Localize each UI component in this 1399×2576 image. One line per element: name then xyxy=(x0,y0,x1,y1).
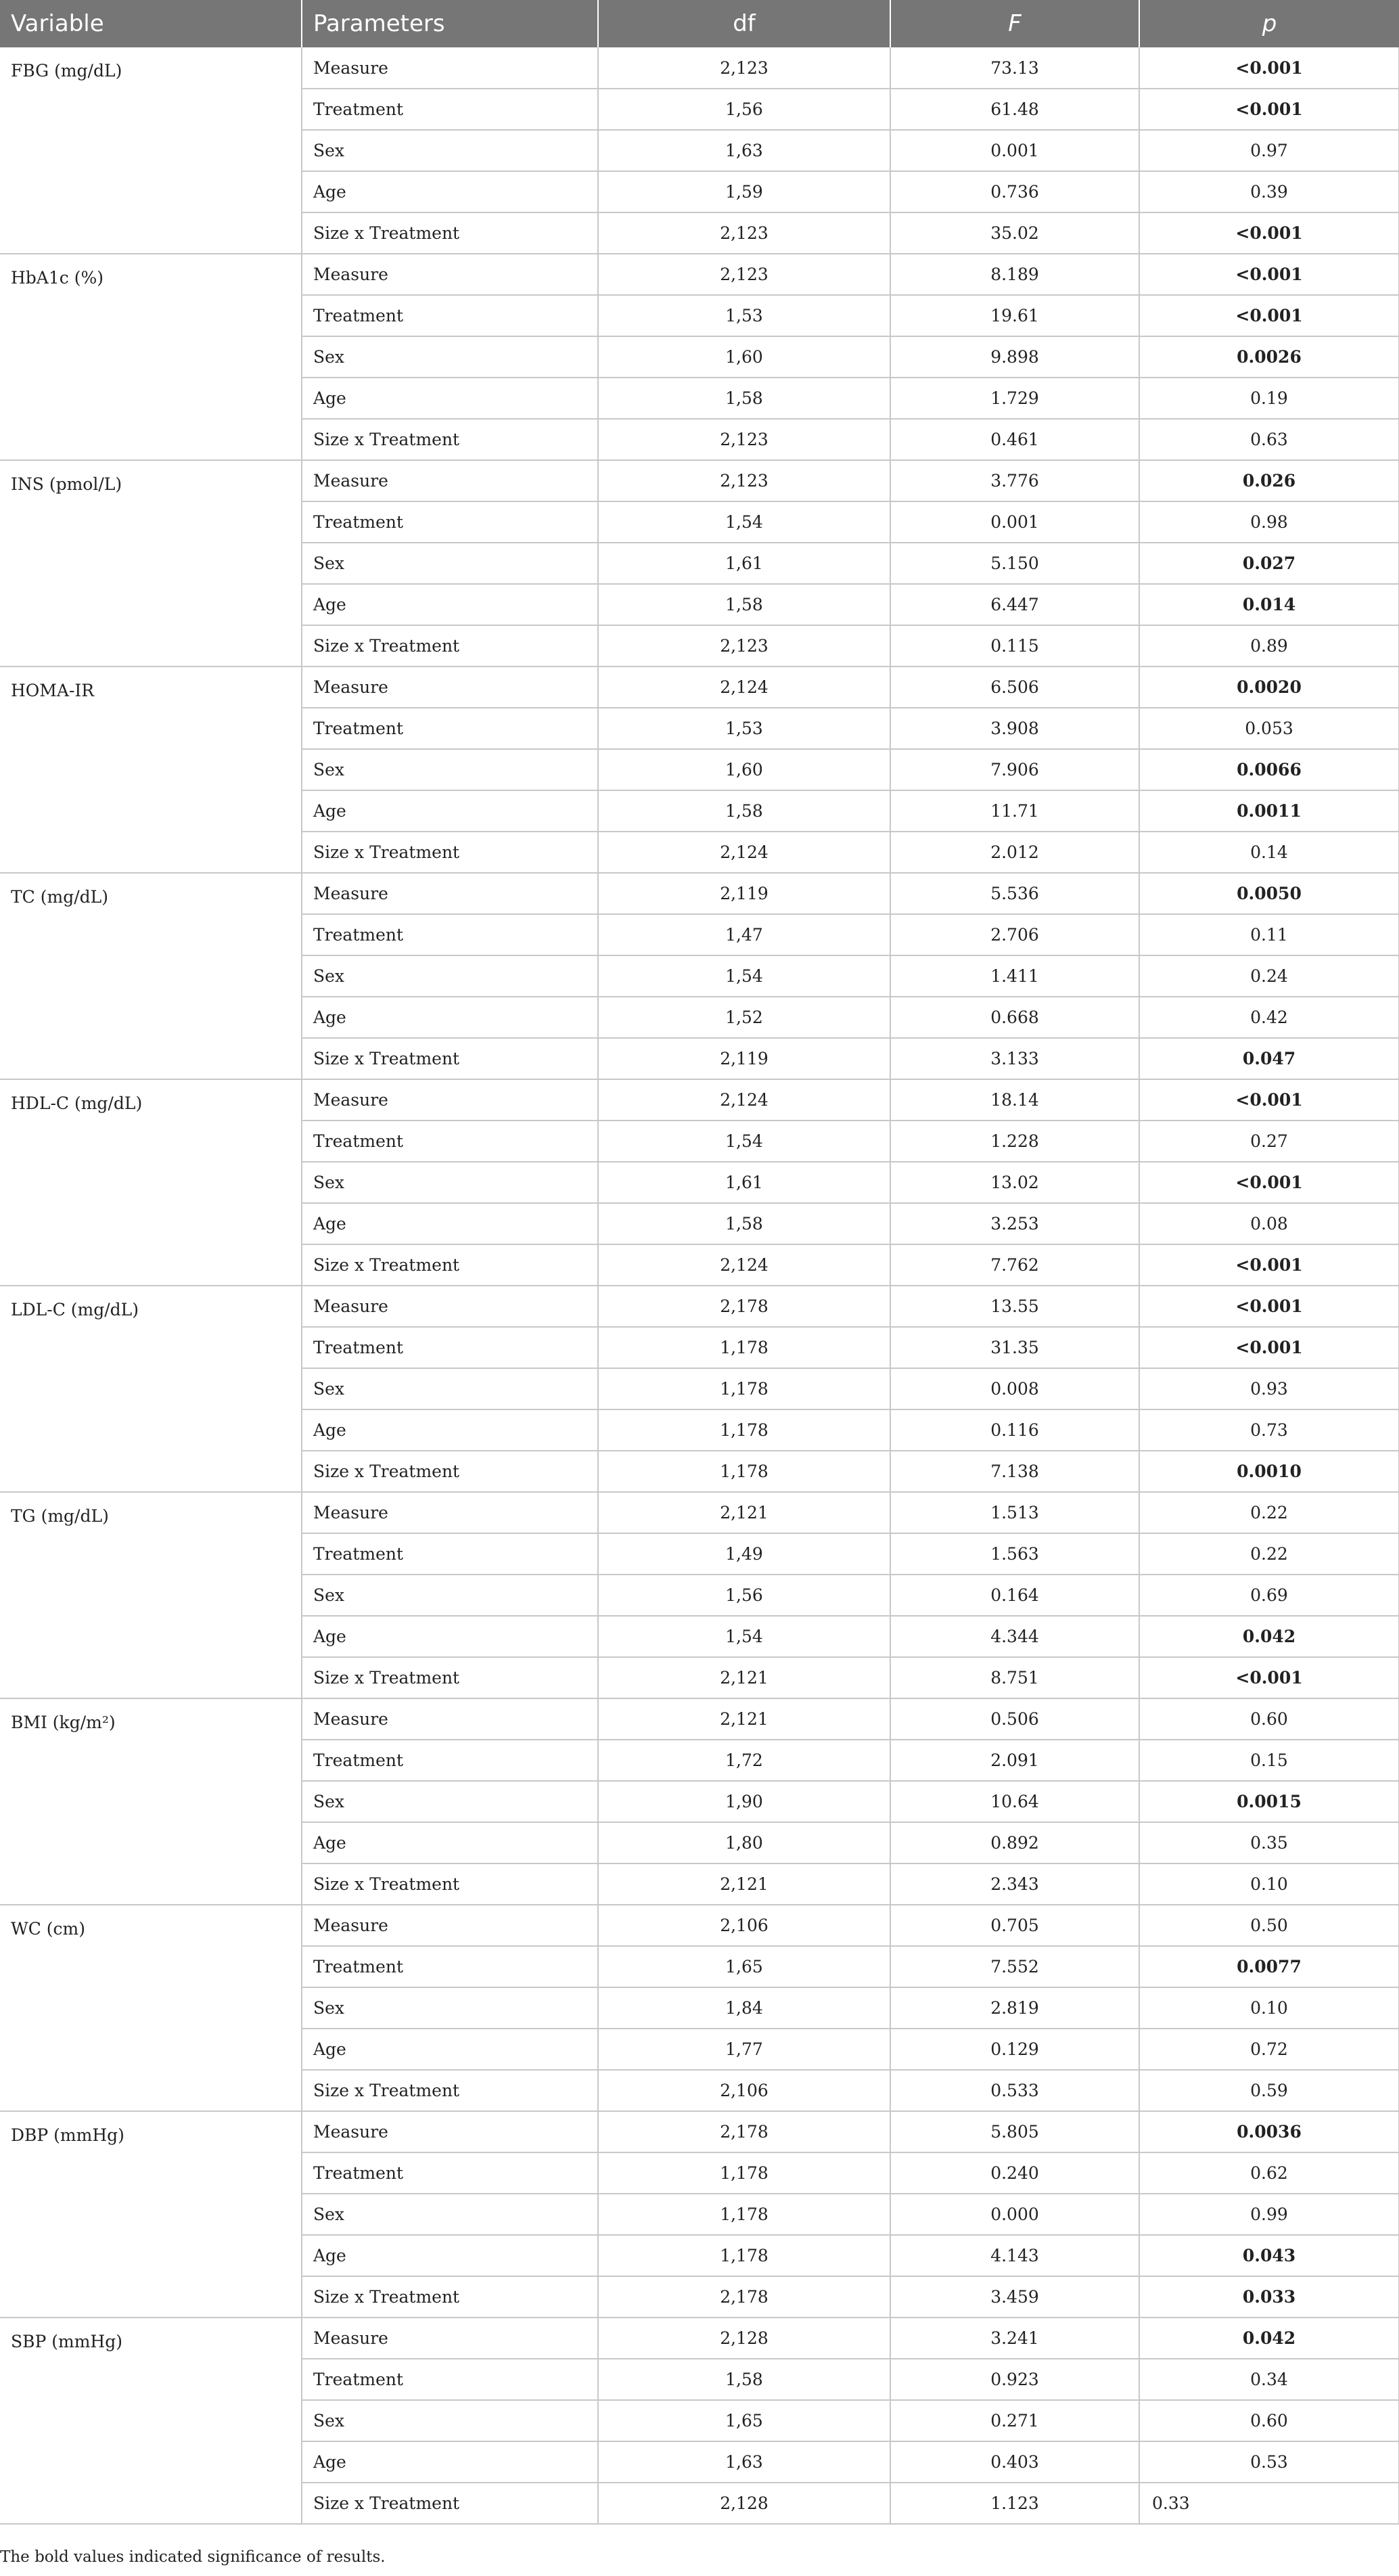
p-cell: 0.60 xyxy=(1139,1698,1399,1740)
f-cell: 7.138 xyxy=(890,1451,1139,1492)
p-cell: <0.001 xyxy=(1139,89,1399,130)
df-cell: 1,61 xyxy=(598,543,890,584)
df-cell: 2,123 xyxy=(598,254,890,295)
parameter-cell: Treatment xyxy=(302,1121,598,1162)
p-cell: 0.39 xyxy=(1139,171,1399,212)
f-cell: 1.411 xyxy=(890,955,1139,997)
df-cell: 2,124 xyxy=(598,832,890,873)
df-cell: 1,61 xyxy=(598,1162,890,1203)
parameter-cell: Measure xyxy=(302,2111,598,2152)
parameter-cell: Age xyxy=(302,1822,598,1863)
df-cell: 2,128 xyxy=(598,2318,890,2359)
p-cell: <0.001 xyxy=(1139,212,1399,254)
parameter-cell: Treatment xyxy=(302,1946,598,1987)
parameter-cell: Sex xyxy=(302,336,598,378)
p-cell: 0.0020 xyxy=(1139,666,1399,708)
f-cell: 0.240 xyxy=(890,2152,1139,2194)
f-cell: 0.271 xyxy=(890,2400,1139,2441)
f-cell: 11.71 xyxy=(890,790,1139,832)
table-row xyxy=(0,1492,1399,1533)
parameter-cell: Treatment xyxy=(302,708,598,749)
df-cell: 1,52 xyxy=(598,997,890,1038)
p-cell: 0.33 xyxy=(1139,2483,1399,2524)
df-cell: 2,124 xyxy=(598,666,890,708)
p-cell: <0.001 xyxy=(1139,1079,1399,1121)
p-cell: <0.001 xyxy=(1139,1327,1399,1368)
parameter-cell: Size x Treatment xyxy=(302,1244,598,1286)
df-cell: 1,72 xyxy=(598,1740,890,1781)
df-cell: 1,56 xyxy=(598,1575,890,1616)
f-cell: 0.461 xyxy=(890,419,1139,460)
p-cell: <0.001 xyxy=(1139,1657,1399,1698)
f-cell: 31.35 xyxy=(890,1327,1139,1368)
parameter-cell: Measure xyxy=(302,1079,598,1121)
p-cell: 0.047 xyxy=(1139,1038,1399,1079)
f-cell: 0.736 xyxy=(890,171,1139,212)
parameter-cell: Age xyxy=(302,1616,598,1657)
f-cell: 13.02 xyxy=(890,1162,1139,1203)
parameter-cell: Measure xyxy=(302,666,598,708)
p-cell: <0.001 xyxy=(1139,295,1399,336)
p-cell: <0.001 xyxy=(1139,254,1399,295)
parameter-cell: Age xyxy=(302,2029,598,2070)
parameter-cell: Sex xyxy=(302,1987,598,2029)
table-row xyxy=(0,2318,1399,2359)
parameter-cell: Measure xyxy=(302,460,598,501)
p-cell: 0.98 xyxy=(1139,501,1399,543)
f-cell: 0.008 xyxy=(890,1368,1139,1409)
parameter-cell: Size x Treatment xyxy=(302,1451,598,1492)
df-cell: 1,178 xyxy=(598,2235,890,2276)
parameter-cell: Measure xyxy=(302,2318,598,2359)
f-cell: 6.506 xyxy=(890,666,1139,708)
table-row xyxy=(0,666,1399,708)
df-cell: 2,123 xyxy=(598,212,890,254)
p-cell: 0.053 xyxy=(1139,708,1399,749)
p-cell: <0.001 xyxy=(1139,1244,1399,1286)
df-cell: 1,56 xyxy=(598,89,890,130)
f-cell: 0.001 xyxy=(890,130,1139,171)
parameter-cell: Size x Treatment xyxy=(302,625,598,666)
df-cell: 2,119 xyxy=(598,873,890,914)
f-cell: 18.14 xyxy=(890,1079,1139,1121)
parameter-cell: Sex xyxy=(302,1368,598,1409)
df-cell: 1,59 xyxy=(598,171,890,212)
df-cell: 1,84 xyxy=(598,1987,890,2029)
p-cell: 0.08 xyxy=(1139,1203,1399,1244)
parameter-cell: Size x Treatment xyxy=(302,2070,598,2111)
parameter-cell: Sex xyxy=(302,1575,598,1616)
p-cell: 0.026 xyxy=(1139,460,1399,501)
f-cell: 4.143 xyxy=(890,2235,1139,2276)
parameter-cell: Sex xyxy=(302,2194,598,2235)
df-cell: 1,47 xyxy=(598,914,890,955)
parameter-cell: Size x Treatment xyxy=(302,212,598,254)
f-cell: 3.459 xyxy=(890,2276,1139,2318)
table-row xyxy=(0,460,1399,501)
f-cell: 13.55 xyxy=(890,1286,1139,1327)
variable-cell: HbA1c (%) xyxy=(0,254,302,460)
p-cell: 0.22 xyxy=(1139,1492,1399,1533)
f-cell: 3.241 xyxy=(890,2318,1139,2359)
f-cell: 35.02 xyxy=(890,212,1139,254)
df-cell: 1,58 xyxy=(598,584,890,625)
f-cell: 0.000 xyxy=(890,2194,1139,2235)
df-cell: 2,178 xyxy=(598,1286,890,1327)
parameter-cell: Size x Treatment xyxy=(302,1038,598,1079)
df-cell: 2,121 xyxy=(598,1698,890,1740)
df-cell: 1,53 xyxy=(598,295,890,336)
p-cell: 0.97 xyxy=(1139,130,1399,171)
parameter-cell: Sex xyxy=(302,543,598,584)
p-cell: 0.72 xyxy=(1139,2029,1399,2070)
f-cell: 7.762 xyxy=(890,1244,1139,1286)
table-header xyxy=(0,0,1399,47)
parameter-cell: Size x Treatment xyxy=(302,2276,598,2318)
variable-cell: TG (mg/dL) xyxy=(0,1492,302,1698)
parameter-cell: Age xyxy=(302,584,598,625)
df-cell: 2,121 xyxy=(598,1863,890,1905)
p-cell: 0.042 xyxy=(1139,1616,1399,1657)
f-cell: 0.001 xyxy=(890,501,1139,543)
p-cell: 0.10 xyxy=(1139,1987,1399,2029)
df-cell: 1,178 xyxy=(598,1409,890,1451)
df-cell: 2,178 xyxy=(598,2276,890,2318)
f-cell: 4.344 xyxy=(890,1616,1139,1657)
parameter-cell: Age xyxy=(302,997,598,1038)
p-cell: 0.11 xyxy=(1139,914,1399,955)
p-cell: 0.043 xyxy=(1139,2235,1399,2276)
f-cell: 1.513 xyxy=(890,1492,1139,1533)
parameter-cell: Age xyxy=(302,2235,598,2276)
f-cell: 0.923 xyxy=(890,2359,1139,2400)
table-row xyxy=(0,254,1399,295)
parameter-cell: Measure xyxy=(302,1905,598,1946)
f-cell: 2.012 xyxy=(890,832,1139,873)
f-cell: 1.123 xyxy=(890,2483,1139,2524)
p-cell: 0.14 xyxy=(1139,832,1399,873)
f-cell: 0.705 xyxy=(890,1905,1139,1946)
df-cell: 2,128 xyxy=(598,2483,890,2524)
f-cell: 0.506 xyxy=(890,1698,1139,1740)
f-cell: 8.189 xyxy=(890,254,1139,295)
parameter-cell: Treatment xyxy=(302,501,598,543)
parameter-cell: Measure xyxy=(302,1286,598,1327)
header-p: p xyxy=(1139,0,1399,47)
df-cell: 1,80 xyxy=(598,1822,890,1863)
p-cell: 0.0011 xyxy=(1139,790,1399,832)
p-cell: 0.50 xyxy=(1139,1905,1399,1946)
table-row xyxy=(0,1905,1399,1946)
parameter-cell: Sex xyxy=(302,2400,598,2441)
f-cell: 5.805 xyxy=(890,2111,1139,2152)
header-f: F xyxy=(890,0,1139,47)
parameter-cell: Size x Treatment xyxy=(302,832,598,873)
p-cell: 0.0015 xyxy=(1139,1781,1399,1822)
df-cell: 1,90 xyxy=(598,1781,890,1822)
df-cell: 2,124 xyxy=(598,1079,890,1121)
parameter-cell: Measure xyxy=(302,873,598,914)
parameter-cell: Treatment xyxy=(302,1533,598,1575)
p-cell: 0.69 xyxy=(1139,1575,1399,1616)
df-cell: 1,60 xyxy=(598,749,890,790)
variable-cell: BMI (kg/m²) xyxy=(0,1698,302,1905)
p-cell: 0.93 xyxy=(1139,1368,1399,1409)
parameter-cell: Sex xyxy=(302,130,598,171)
p-cell: 0.35 xyxy=(1139,1822,1399,1863)
p-cell: 0.0026 xyxy=(1139,336,1399,378)
f-cell: 0.892 xyxy=(890,1822,1139,1863)
parameter-cell: Size x Treatment xyxy=(302,2483,598,2524)
df-cell: 1,49 xyxy=(598,1533,890,1575)
df-cell: 2,123 xyxy=(598,625,890,666)
variable-cell: DBP (mmHg) xyxy=(0,2111,302,2318)
df-cell: 1,178 xyxy=(598,1451,890,1492)
parameter-cell: Size x Treatment xyxy=(302,1657,598,1698)
table-row xyxy=(0,2111,1399,2152)
df-cell: 2,121 xyxy=(598,1657,890,1698)
f-cell: 0.115 xyxy=(890,625,1139,666)
parameter-cell: Sex xyxy=(302,1162,598,1203)
df-cell: 1,178 xyxy=(598,1368,890,1409)
parameter-cell: Treatment xyxy=(302,2152,598,2194)
df-cell: 2,123 xyxy=(598,419,890,460)
header-parameters: Parameters xyxy=(302,0,598,47)
p-cell: 0.62 xyxy=(1139,2152,1399,2194)
df-cell: 2,106 xyxy=(598,2070,890,2111)
f-cell: 2.343 xyxy=(890,1863,1139,1905)
p-cell: 0.0050 xyxy=(1139,873,1399,914)
variable-cell: TC (mg/dL) xyxy=(0,873,302,1079)
p-cell: 0.42 xyxy=(1139,997,1399,1038)
f-cell: 0.116 xyxy=(890,1409,1139,1451)
parameter-cell: Measure xyxy=(302,1698,598,1740)
p-cell: 0.22 xyxy=(1139,1533,1399,1575)
f-cell: 19.61 xyxy=(890,295,1139,336)
f-cell: 2.706 xyxy=(890,914,1139,955)
f-cell: 73.13 xyxy=(890,47,1139,89)
df-cell: 2,124 xyxy=(598,1244,890,1286)
f-cell: 5.536 xyxy=(890,873,1139,914)
parameter-cell: Measure xyxy=(302,1492,598,1533)
df-cell: 2,123 xyxy=(598,460,890,501)
p-cell: 0.19 xyxy=(1139,378,1399,419)
df-cell: 1,77 xyxy=(598,2029,890,2070)
variable-cell: HDL-C (mg/dL) xyxy=(0,1079,302,1286)
f-cell: 6.447 xyxy=(890,584,1139,625)
f-cell: 7.906 xyxy=(890,749,1139,790)
f-cell: 5.150 xyxy=(890,543,1139,584)
header-df: df xyxy=(598,0,890,47)
p-cell: 0.73 xyxy=(1139,1409,1399,1451)
parameter-cell: Treatment xyxy=(302,1327,598,1368)
f-cell: 7.552 xyxy=(890,1946,1139,1987)
p-cell: 0.99 xyxy=(1139,2194,1399,2235)
p-cell: 0.53 xyxy=(1139,2441,1399,2483)
header-variable: Variable xyxy=(11,10,104,37)
f-cell: 0.129 xyxy=(890,2029,1139,2070)
f-cell: 0.668 xyxy=(890,997,1139,1038)
p-cell: 0.15 xyxy=(1139,1740,1399,1781)
df-cell: 2,119 xyxy=(598,1038,890,1079)
f-cell: 0.164 xyxy=(890,1575,1139,1616)
p-cell: 0.10 xyxy=(1139,1863,1399,1905)
variable-cell: WC (cm) xyxy=(0,1905,302,2111)
df-cell: 1,54 xyxy=(598,501,890,543)
table-row xyxy=(0,1286,1399,1327)
p-cell: <0.001 xyxy=(1139,1162,1399,1203)
f-cell: 2.091 xyxy=(890,1740,1139,1781)
p-cell: 0.0066 xyxy=(1139,749,1399,790)
p-cell: 0.89 xyxy=(1139,625,1399,666)
p-cell: 0.59 xyxy=(1139,2070,1399,2111)
p-cell: 0.0036 xyxy=(1139,2111,1399,2152)
p-cell: 0.0010 xyxy=(1139,1451,1399,1492)
df-cell: 1,65 xyxy=(598,1946,890,1987)
df-cell: 1,54 xyxy=(598,1121,890,1162)
parameter-cell: Sex xyxy=(302,1781,598,1822)
p-cell: 0.0077 xyxy=(1139,1946,1399,1987)
f-cell: 1.228 xyxy=(890,1121,1139,1162)
variable-cell: INS (pmol/L) xyxy=(0,460,302,666)
parameter-cell: Age xyxy=(302,1409,598,1451)
parameter-cell: Measure xyxy=(302,254,598,295)
parameter-cell: Size x Treatment xyxy=(302,1863,598,1905)
df-cell: 2,123 xyxy=(598,47,890,89)
f-cell: 3.133 xyxy=(890,1038,1139,1079)
df-cell: 1,63 xyxy=(598,130,890,171)
p-cell: <0.001 xyxy=(1139,1286,1399,1327)
variable-cell: LDL-C (mg/dL) xyxy=(0,1286,302,1492)
f-cell: 9.898 xyxy=(890,336,1139,378)
p-cell: 0.014 xyxy=(1139,584,1399,625)
df-cell: 1,54 xyxy=(598,955,890,997)
p-cell: 0.34 xyxy=(1139,2359,1399,2400)
df-cell: 1,58 xyxy=(598,378,890,419)
parameter-cell: Measure xyxy=(302,47,598,89)
p-cell: 0.033 xyxy=(1139,2276,1399,2318)
f-cell: 0.403 xyxy=(890,2441,1139,2483)
p-cell: 0.042 xyxy=(1139,2318,1399,2359)
table-row xyxy=(0,873,1399,914)
df-cell: 1,53 xyxy=(598,708,890,749)
p-cell: 0.60 xyxy=(1139,2400,1399,2441)
parameter-cell: Treatment xyxy=(302,1740,598,1781)
parameter-cell: Treatment xyxy=(302,295,598,336)
parameter-cell: Treatment xyxy=(302,89,598,130)
parameter-cell: Age xyxy=(302,790,598,832)
f-cell: 61.48 xyxy=(890,89,1139,130)
table-footnote: The bold values indicated significance of results. xyxy=(0,2548,386,2566)
df-cell: 1,178 xyxy=(598,2152,890,2194)
table-row xyxy=(0,1079,1399,1121)
f-cell: 3.253 xyxy=(890,1203,1139,1244)
p-cell: 0.27 xyxy=(1139,1121,1399,1162)
parameter-cell: Treatment xyxy=(302,2359,598,2400)
f-cell: 3.776 xyxy=(890,460,1139,501)
df-cell: 1,58 xyxy=(598,2359,890,2400)
table-row xyxy=(0,1698,1399,1740)
f-cell: 1.729 xyxy=(890,378,1139,419)
parameter-cell: Age xyxy=(302,2441,598,2483)
parameter-cell: Size x Treatment xyxy=(302,419,598,460)
f-cell: 1.563 xyxy=(890,1533,1139,1575)
parameter-cell: Age xyxy=(302,1203,598,1244)
df-cell: 1,178 xyxy=(598,1327,890,1368)
f-cell: 0.533 xyxy=(890,2070,1139,2111)
df-cell: 1,60 xyxy=(598,336,890,378)
p-cell: <0.001 xyxy=(1139,47,1399,89)
variable-cell: FBG (mg/dL) xyxy=(0,47,302,254)
df-cell: 1,54 xyxy=(598,1616,890,1657)
parameter-cell: Age xyxy=(302,171,598,212)
f-cell: 2.819 xyxy=(890,1987,1139,2029)
df-cell: 1,58 xyxy=(598,1203,890,1244)
variable-cell: SBP (mmHg) xyxy=(0,2318,302,2524)
p-cell: 0.027 xyxy=(1139,543,1399,584)
df-cell: 2,121 xyxy=(598,1492,890,1533)
f-cell: 10.64 xyxy=(890,1781,1139,1822)
df-cell: 1,58 xyxy=(598,790,890,832)
p-cell: 0.24 xyxy=(1139,955,1399,997)
df-cell: 1,178 xyxy=(598,2194,890,2235)
parameter-cell: Sex xyxy=(302,749,598,790)
variable-cell: HOMA-IR xyxy=(0,666,302,873)
f-cell: 8.751 xyxy=(890,1657,1139,1698)
table-body xyxy=(0,47,1399,2524)
df-cell: 1,63 xyxy=(598,2441,890,2483)
parameter-cell: Sex xyxy=(302,955,598,997)
parameter-cell: Age xyxy=(302,378,598,419)
table-row xyxy=(0,47,1399,89)
header-row xyxy=(0,0,1399,47)
p-cell: 0.63 xyxy=(1139,419,1399,460)
f-cell: 3.908 xyxy=(890,708,1139,749)
df-cell: 1,65 xyxy=(598,2400,890,2441)
parameter-cell: Treatment xyxy=(302,914,598,955)
df-cell: 2,178 xyxy=(598,2111,890,2152)
df-cell: 2,106 xyxy=(598,1905,890,1946)
